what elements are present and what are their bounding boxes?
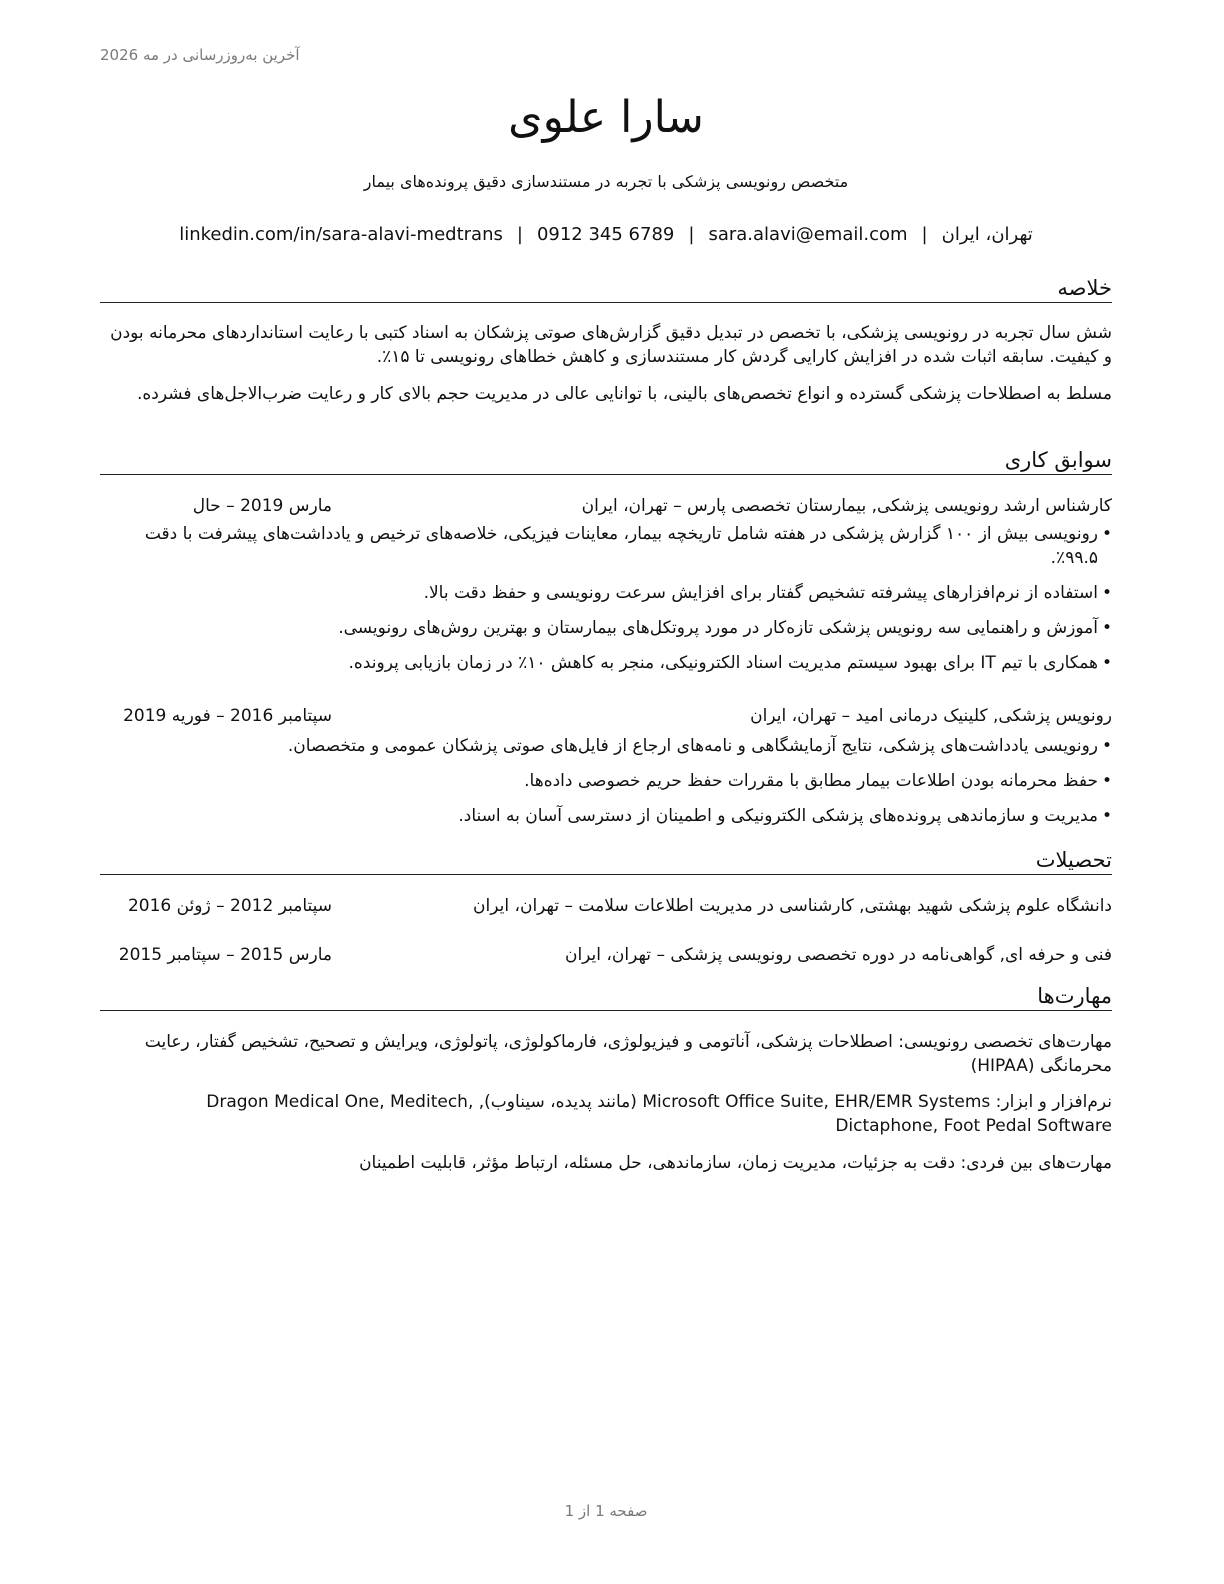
education-title: دانشگاه علوم پزشکی شهید بهشتی, کارشناسی در مدیریت اطلاعات سلامت – تهران، ایران	[473, 896, 1112, 916]
job-bullets	[100, 734, 1112, 839]
headline: متخصص رونویسی پزشکی با تجربه در مستندسازی دقیق پرونده‌های بیمار	[363, 172, 849, 191]
contact-line	[100, 224, 1112, 245]
candidate-name: سارا علوی	[508, 92, 704, 143]
education-dates: مارس 2015 – سپتامبر 2015	[118, 945, 332, 965]
job-header	[100, 494, 1112, 518]
page-number: صفحه 1 از 1	[564, 1502, 648, 1520]
contact-email[interactable]: sara.alavi@email.com	[708, 224, 908, 245]
education-item	[100, 943, 1112, 967]
skill-line: نرم‌افزار و ابزار: Microsoft Office Suite, EHR/EMR Systems (مانند پدیده، سیناوب), Dragon Medical One, Meditech, Dictaphone, Foot Pedal Software	[206, 1092, 1112, 1136]
contact-separator: |	[688, 224, 695, 245]
job-bullets	[100, 522, 1112, 686]
job-title: رونویس پزشکی, کلینیک درمانی امید – تهران، ایران	[750, 706, 1112, 726]
list-item: • آموزش و راهنمایی سه رونویس پزشکی تازه‌کار در مورد پروتکل‌های بیمارستان و بهترین روش‌های رونویسی.	[100, 616, 1112, 640]
contact-separator: |	[921, 224, 928, 245]
job-title: کارشناس ارشد رونویسی پزشکی, بیمارستان تخصصی پارس – تهران، ایران	[581, 496, 1112, 516]
list-item: • رونویسی بیش از ۱۰۰ گزارش پزشکی در هفته شامل تاریخچه بیمار، معاینات فیزیکی، خلاصه‌های ترخیص و یادداشت‌های پیشرفت با دقت ۹۹.۵٪.	[100, 522, 1112, 570]
skills-heading: مهارت‌ها	[100, 984, 1112, 1011]
education-dates: سپتامبر 2012 – ژوئن 2016	[127, 896, 332, 916]
list-item: • رونویسی یادداشت‌های پزشکی، نتایج آزمایشگاهی و نامه‌های ارجاع از فایل‌های صوتی پزشکان عمومی و متخصصان.	[100, 734, 1112, 758]
experience-heading: سوابق کاری	[100, 448, 1112, 475]
contact-separator: |	[516, 224, 523, 245]
list-item: • حفظ محرمانه بودن اطلاعات بیمار مطابق با مقررات حفظ حریم خصوصی داده‌ها.	[100, 769, 1112, 793]
education-heading: تحصیلات	[100, 848, 1112, 875]
job-header	[100, 704, 1112, 728]
summary-paragraph: شش سال تجربه در رونویسی پزشکی، با تخصص در تبدیل دقیق گزارش‌های صوتی پزشکان به اسناد کتبی با رعایت استانداردهای محرمانه بودن و کیفیت. سابقه اثبات شده در افزایش کارایی گردش کار مستندسازی و کاهش خطاهای رونویسی تا ۱۵٪.	[110, 323, 1112, 367]
summary-heading: خلاصه	[100, 276, 1112, 303]
education-title: فنی و حرفه ای, گواهی‌نامه در دوره تخصصی رونویسی پزشکی – تهران، ایران	[564, 945, 1112, 965]
contact-phone[interactable]: 0912 345 6789	[536, 224, 675, 245]
education-item	[100, 894, 1112, 918]
job-dates: سپتامبر 2016 – فوریه 2019	[123, 706, 332, 726]
summary-paragraph: مسلط به اصطلاحات پزشکی گسترده و انواع تخصص‌های بالینی، با توانایی عالی در مدیریت حجم بالای کار و رعایت ضرب‌الاجل‌های فشرده.	[136, 384, 1112, 404]
contact-linkedin[interactable]: linkedin.com/in/sara-alavi-medtrans	[179, 224, 503, 245]
last-updated: آخرین به‌روزرسانی در مه 2026	[100, 46, 300, 64]
skill-line: مهارت‌های تخصصی رونویسی: اصطلاحات پزشکی، آناتومی و فیزیولوژی، فارماکولوژی، پاتولوژی، ویرایش و تصحیح، تشخیص گفتار، رعایت محرمانگی (HIPAA)	[144, 1032, 1112, 1076]
resume-page	[100, 0, 1112, 1584]
list-item: • استفاده از نرم‌افزارهای پیشرفته تشخیص گفتار برای افزایش سرعت رونویسی و حفظ دقت بالا.	[100, 581, 1112, 605]
job-dates: مارس 2019 – حال	[192, 496, 332, 516]
list-item: • همکاری با تیم IT برای بهبود سیستم مدیریت اسناد الکترونیکی، منجر به کاهش ۱۰٪ در زمان بازیابی پرونده.	[100, 651, 1112, 675]
list-item: • مدیریت و سازماندهی پرونده‌های پزشکی الکترونیکی و اطمینان از دسترسی آسان به اسناد.	[100, 804, 1112, 828]
skill-line: مهارت‌های بین فردی: دقت به جزئیات، مدیریت زمان، سازماندهی، حل مسئله، ارتباط مؤثر، قابلیت اطمینان	[359, 1153, 1112, 1173]
contact-location: تهران، ایران	[941, 224, 1033, 245]
